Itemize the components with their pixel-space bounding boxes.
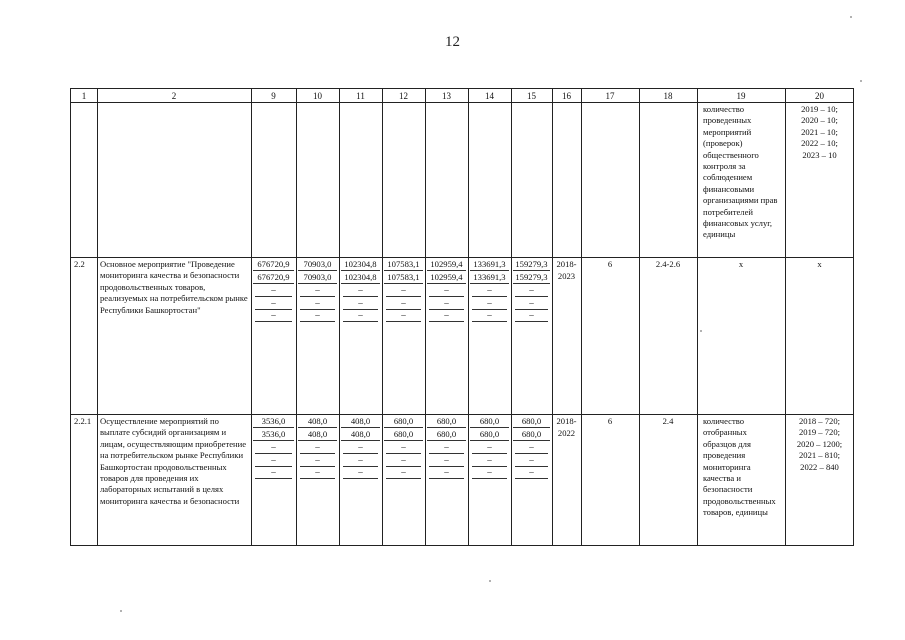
page-number: 12	[445, 34, 460, 50]
funding-value: 133691,3	[473, 259, 506, 269]
column-header: 20	[815, 91, 824, 101]
funding-value: 102959,4	[430, 272, 463, 282]
funding-value: 680,0	[479, 416, 500, 426]
value-underline	[472, 478, 507, 479]
funding-value: 70903,0	[303, 259, 332, 269]
funding-value: 680,0	[393, 416, 414, 426]
empty-value-dash: –	[487, 442, 492, 452]
empty-value-dash: –	[487, 454, 492, 465]
target-value: 2023 – 10	[802, 149, 837, 160]
value-underline	[386, 478, 421, 479]
row-number: 2.2	[74, 259, 85, 269]
target-value: 2020 – 1200;	[796, 438, 843, 449]
column-rule	[697, 89, 698, 545]
column-rule	[552, 89, 553, 545]
empty-value-dash: –	[444, 454, 449, 465]
funding-value: 676720,9	[257, 259, 290, 269]
funding-value: 3536,0	[261, 416, 286, 426]
indicator-description: количество проведенных мероприятий (проверок) общественного контроля за соблюдением финансовыми организациями прав потребителей финансовых услуг, единицы	[703, 104, 778, 240]
responsible-code: 6	[607, 259, 613, 269]
empty-value-dash: –	[315, 285, 320, 295]
column-header: 16	[562, 91, 571, 101]
row-rule	[71, 102, 853, 103]
scan-speck	[120, 610, 122, 612]
column-rule	[97, 89, 98, 545]
empty-value-dash: –	[444, 467, 449, 477]
empty-value-dash: –	[529, 454, 534, 465]
column-header: 10	[313, 91, 322, 101]
target-value: 2022 – 840	[800, 461, 839, 472]
funding-value: 3536,0	[261, 429, 286, 439]
empty-value-dash: –	[401, 442, 406, 452]
column-header: 15	[527, 91, 536, 101]
empty-value-dash: –	[315, 442, 320, 452]
empty-value-dash: –	[401, 285, 406, 295]
value-underline	[515, 321, 548, 322]
empty-value-dash: –	[529, 285, 534, 295]
funding-value: 680,0	[393, 429, 414, 439]
funding-value: 408,0	[350, 416, 371, 426]
funding-value: 680,0	[521, 416, 542, 426]
implementation-years: 2018-	[556, 416, 577, 426]
indicator-code: 2.4-2.6	[655, 259, 681, 269]
column-header: 9	[271, 91, 276, 101]
funding-value: 676720,9	[257, 272, 290, 282]
funding-value: 408,0	[307, 429, 328, 439]
implementation-years: 2022	[557, 428, 576, 438]
target-value: 2020 – 10;	[801, 115, 838, 126]
empty-value-dash: –	[401, 297, 406, 308]
empty-value-dash: –	[358, 285, 363, 295]
value-underline	[255, 478, 292, 479]
funding-value: 408,0	[350, 429, 371, 439]
empty-value-dash: –	[487, 467, 492, 477]
implementation-years: 2023	[557, 271, 576, 281]
scan-speck	[850, 16, 852, 18]
empty-value-dash: –	[315, 467, 320, 477]
empty-value-dash: –	[444, 310, 449, 320]
empty-value-dash: –	[358, 310, 363, 320]
value-underline	[300, 321, 335, 322]
indicator-description: х	[738, 259, 744, 269]
empty-value-dash: –	[487, 310, 492, 320]
column-header: 11	[356, 91, 365, 101]
target-value: 2019 – 10;	[801, 104, 838, 114]
column-header: 14	[485, 91, 494, 101]
empty-value-dash: –	[401, 310, 406, 320]
funding-value: 680,0	[436, 429, 457, 439]
column-header: 13	[442, 91, 451, 101]
value-underline	[255, 321, 292, 322]
column-rule	[581, 89, 582, 545]
funding-value: 159279,3	[515, 272, 548, 282]
target-value: 2018 – 720;	[798, 416, 841, 426]
target-value: 2021 – 10;	[801, 126, 838, 137]
value-underline	[429, 478, 464, 479]
empty-value-dash: –	[271, 297, 276, 308]
budget-table	[70, 88, 854, 546]
funding-value: 680,0	[436, 416, 457, 426]
funding-value: 102959,4	[430, 259, 463, 269]
empty-value-dash: –	[315, 310, 320, 320]
funding-value: 102304,8	[344, 272, 377, 282]
target-value: х	[817, 259, 822, 269]
indicator-code: 2.4	[662, 416, 674, 426]
target-value: 2021 – 810;	[798, 450, 841, 461]
funding-value: 107583,1	[387, 259, 420, 269]
empty-value-dash: –	[444, 297, 449, 308]
column-header: 12	[399, 91, 408, 101]
funding-value: 159279,3	[515, 259, 548, 269]
empty-value-dash: –	[444, 442, 449, 452]
empty-value-dash: –	[487, 285, 492, 295]
indicator-description: количество отобранных образцов для проведения мониторинга качества и безопасности продовольственных товаров, единицы	[703, 416, 776, 518]
empty-value-dash: –	[358, 454, 363, 465]
empty-value-dash: –	[487, 297, 492, 308]
activity-description: Осуществление мероприятий по выплате субсидий организациям и лицам, осуществляющим приобретение на потребительском рынке Республики Башкортостан продовольственных товаров для проведения их лабораторных испытаний в целях мониторинга качества и безопасности	[100, 416, 247, 506]
column-rule	[639, 89, 640, 545]
funding-value: 680,0	[479, 429, 500, 439]
empty-value-dash: –	[529, 467, 534, 477]
value-underline	[386, 321, 421, 322]
value-underline	[472, 321, 507, 322]
scan-speck	[489, 580, 491, 582]
empty-value-dash: –	[529, 442, 534, 452]
empty-value-dash: –	[529, 297, 534, 308]
funding-value: 102304,8	[344, 259, 377, 269]
empty-value-dash: –	[271, 442, 276, 452]
target-value: 2022 – 10;	[801, 138, 838, 149]
scan-speck	[860, 80, 862, 82]
empty-value-dash: –	[529, 310, 534, 320]
value-underline	[515, 478, 548, 479]
empty-value-dash: –	[358, 297, 363, 308]
activity-description: Основное мероприятие "Проведение мониторинга качества и безопасности продовольственных товаров, реализуемых на потребительском рынке Республики Башкортостан"	[100, 259, 248, 315]
empty-value-dash: –	[271, 467, 276, 477]
funding-value: 408,0	[307, 416, 328, 426]
empty-value-dash: –	[401, 467, 406, 477]
empty-value-dash: –	[358, 467, 363, 477]
funding-value: 70903,0	[303, 272, 332, 282]
empty-value-dash: –	[271, 454, 276, 465]
empty-value-dash: –	[271, 285, 276, 295]
row-number: 2.2.1	[74, 416, 92, 426]
column-header: 17	[605, 91, 615, 101]
funding-value: 107583,1	[387, 272, 420, 282]
target-value: 2019 – 720;	[798, 427, 841, 438]
value-underline	[343, 321, 378, 322]
column-header: 1	[81, 91, 87, 101]
column-header: 19	[736, 91, 746, 101]
column-header: 2	[171, 91, 177, 101]
empty-value-dash: –	[358, 442, 363, 452]
responsible-code: 6	[607, 416, 613, 426]
column-header: 18	[663, 91, 673, 101]
empty-value-dash: –	[315, 454, 320, 465]
empty-value-dash: –	[444, 285, 449, 295]
value-underline	[429, 321, 464, 322]
empty-value-dash: –	[271, 310, 276, 320]
empty-value-dash: –	[315, 297, 320, 308]
funding-value: 133691,3	[473, 272, 506, 282]
empty-value-dash: –	[401, 454, 406, 465]
column-rule	[785, 89, 786, 545]
value-underline	[343, 478, 378, 479]
value-underline	[300, 478, 335, 479]
funding-value: 680,0	[521, 429, 542, 439]
implementation-years: 2018-	[556, 259, 577, 269]
scan-speck	[700, 330, 702, 332]
